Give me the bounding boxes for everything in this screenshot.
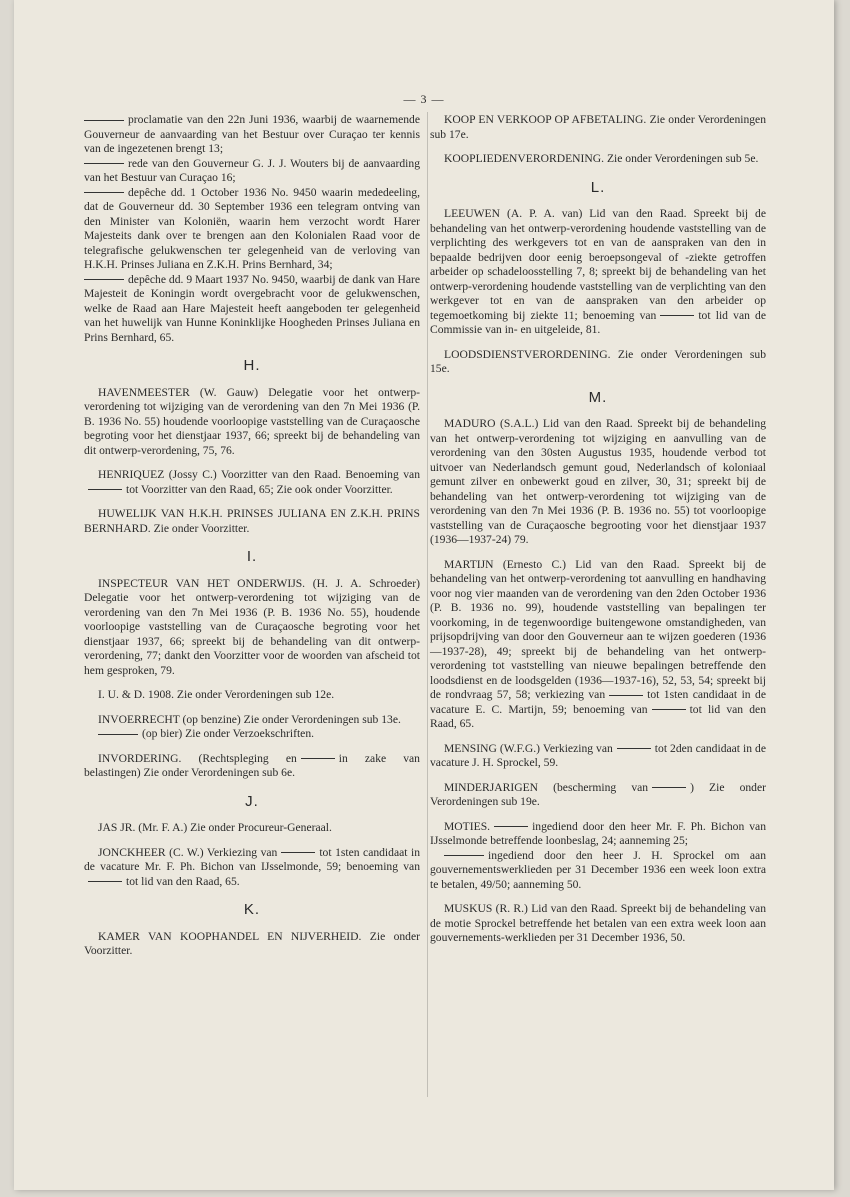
entry-jas: JAS JR. (Mr. F. A.) Zie onder Procureur-Generaal. xyxy=(98,821,332,834)
entry-loodsdienst: LOODSDIENSTVERORDENING. Zie onder Verordeningen sub 15e. xyxy=(430,347,766,375)
section-letter-m: M. xyxy=(588,388,608,406)
entry-text: in zake van belastingen) Zie onder Verordeningen sub 6e. xyxy=(84,751,420,779)
leader-dash xyxy=(84,120,124,121)
section-letter-l: L. xyxy=(590,178,606,196)
entry-invordering xyxy=(84,752,420,781)
entry-havenmeester: HAVENMEESTER (W. Gauw) Delegatie voor het ontwerp-verordening tot wijziging van de verordening van den 7n Mei 1936 (P. B. 1936 No. 55) houdende voorloopige vaststelling van de Curaçaosche begroting voor het dienstjaar 1937, 66; spreekt bij de behandeling van dit ontwerp-verordening, 75, 76. xyxy=(84,385,420,457)
dash xyxy=(660,315,694,316)
section-letter-k: K. xyxy=(243,901,261,918)
entry-maduro: MADURO (S.A.L.) Lid van den Raad. Spreekt bij de behandeling van het ontwerp-verordening tot wijziging en aanvulling van de verordening van den 30sten Augustus 1935, houdende verbod tot uitvoer van Nederlandsch gemunt goud, Nederlandsch of koloniaal gemunt zilver en onbewerkt goud en zilver, 30, 31; spreekt bij de behandeling van het ontwerp-verordening tot wijziging van de verordening van den 7n Mei 1936 (P. B. 1936 no. 55) tot voorloopige vaststelling van de Curaçaosche begrooting voor het dienstjaar 1937 (1936—1937-24) 79. xyxy=(430,417,766,546)
entry-jonckheer xyxy=(84,846,420,890)
leader-dash xyxy=(98,734,138,735)
dash xyxy=(609,695,643,696)
entry-kooplieden: KOOPLIEDENVERORDENING. Zie onder Verordeningen sub 5e. xyxy=(444,152,759,165)
entry-text: depêche dd. 9 Maart 1937 No. 9450, waarbij de dank van Hare Majesteit de Koningin wordt overgebracht voor de gelukwenschen, welke de Raad aan Hare Majesteit heeft aangeboden ter gelegenheid van het huwelijk van Hunne Koninklijke Hoogheden Prinses Juliana en Prins Bernhard, 65. xyxy=(84,272,420,344)
entry-leeuwen xyxy=(430,207,766,338)
entry-henriquez xyxy=(84,468,420,497)
entry-text: MARTIJN (Ernesto C.) Lid van den Raad. Spreekt bij de behandeling van het ontwerp-verordening tot aanvulling en handhaving voor nog vier maanden van de verordening van den 2den October 1936 (P. B. 1936 no. 99), houdende vaststelling van bepalingen ter voorkoming, in de tegenwoordige buitengewone omstandigheden, van prijsopdrijving van door den Gouverneur aan te wijzen goederen (1936—1937-28), 49; spreekt bij de behandeling van het ontwerp-verordening tot vaststelling van nieuwe bepalingen betreffende den loodsdienst en de loodsgelden (1936—1937-16), 52, 53, 54; spreekt bij de rondvraag 57, 58; verkiezing van xyxy=(430,557,766,701)
dash xyxy=(652,709,686,710)
dash xyxy=(494,826,528,827)
page-number: — 3 — xyxy=(403,92,445,106)
entry-proclamatie xyxy=(84,113,420,157)
entry-iud: I. U. & D. 1908. Zie onder Verordeningen sub 12e. xyxy=(98,688,335,701)
entry-text: MINDERJARIGEN (bescherming van xyxy=(444,780,649,794)
entry-muskus: MUSKUS (R. R.) Lid van den Raad. Spreekt bij de behandeling van de motie Sprockel betreffende het betalen van een extra week loon aan gouvernements-werklieden per 31 December 1936, 50. xyxy=(430,902,766,944)
entry-moties xyxy=(430,820,766,849)
entry-text: INVORDERING. (Rechtspleging en xyxy=(98,751,297,765)
entry-text: tot lid van den Raad, 65. xyxy=(126,874,240,888)
entry-text: MOTIES. xyxy=(444,819,491,833)
dash xyxy=(281,852,315,853)
dash xyxy=(301,758,335,759)
entry-text: tot 1sten candidaat in de vacature Mr. F. Ph. Bichon van IJsselmonde, 59; benoeming van xyxy=(84,845,420,873)
entry-text: rede van den Gouverneur G. J. J. Wouters bij de aanvaarding van het Bestuur van Curaçao 16; xyxy=(84,156,420,184)
entry-text: MENSING (W.F.G.) Verkiezing van xyxy=(444,741,613,755)
entry-text: ingediend door den heer Mr. F. Ph. Bichon van IJsselmonde betreffende loonbeslag, 24; aanneming 25; xyxy=(430,819,766,847)
entry-text: tot 2den candidaat in de vacature J. H. Sprockel, 59. xyxy=(430,741,766,769)
entry-invoerrecht-bier xyxy=(84,727,420,742)
leader-dash xyxy=(84,279,124,280)
entry-depeche-2 xyxy=(84,273,420,346)
entry-invoerrecht: INVOERRECHT (op benzine) Zie onder Verordeningen sub 13e. xyxy=(98,712,401,726)
entry-depeche-1 xyxy=(84,186,420,273)
entry-text: JONCKHEER (C. W.) Verkiezing van xyxy=(98,845,278,859)
entry-text: HENRIQUEZ (Jossy C.) Voorzitter van den Raad. Benoeming van xyxy=(98,468,420,481)
section-letter-h: H. xyxy=(243,357,261,374)
dash xyxy=(88,489,122,490)
leader-dash xyxy=(84,192,124,193)
left-column xyxy=(84,113,420,969)
entry-text: ingediend door den heer J. H. Sprockel om aan gouvernementswerklieden per 31 December 1936 een week loon extra te betalen, 49/50; aanneming 50. xyxy=(430,848,766,891)
entry-koop: KOOP EN VERKOOP OP AFBETALING. Zie onder Verordeningen sub 17e. xyxy=(430,113,766,141)
entry-moties-2 xyxy=(430,849,766,893)
section-letter-j: J. xyxy=(245,792,259,810)
document-page xyxy=(14,0,834,1190)
dash xyxy=(652,787,686,788)
dash xyxy=(88,881,122,882)
entry-rede xyxy=(84,157,420,186)
entry-kamer: KAMER VAN KOOPHANDEL EN NIJVERHEID. Zie onder Voorzitter. xyxy=(84,929,420,957)
entry-text: tot lid van de Commissie van in- en uitgeleide, 81. xyxy=(430,308,766,336)
entry-text: depêche dd. 1 October 1936 No. 9450 waarin mededeeling, dat de Gouverneur dd. 30 September 1936 een telegram ontving van den Minister van Koloniën, waarin hem verzocht wordt Harer Majesteits dank over te brengen aan den Kolonialen Raad voor de telegrafische gelukwenschen ter gelegenheid van de verloving van H.K.H. Prinses Juliana en Z.K.H. Prins Bernhard, 34; xyxy=(84,185,420,271)
right-column xyxy=(430,113,766,956)
entry-text: (op bier) Zie onder Verzoekschriften. xyxy=(142,727,315,740)
entry-text: ) Zie onder Verordeningen sub 19e. xyxy=(430,780,766,808)
entry-text: tot lid van den Raad, 65. xyxy=(430,702,766,730)
entry-minderjarigen xyxy=(430,781,766,810)
entry-text: LEEUWEN (A. P. A. van) Lid van den Raad. Spreekt bij de behandeling van het ontwerp-verordening houdende vaststelling van de verplichting des werkgevers tot en van de aanspraken van den in bepaalde bedrijven door eenig beroepsongeval of -ziekte getroffen arbeider op schadeloosstelling 7, 8; spreekt bij de behandeling van het ontwerp-verordening houdende vaststelling van de verplichting van den werkgever tot en van de aanspraken van den arbeider op tegemoetkoming bij ziekte 11; benoeming van xyxy=(430,207,766,322)
entry-text: tot 1sten candidaat in de vacature E. C. Martijn, 59; benoeming van xyxy=(430,688,766,716)
dash xyxy=(617,748,651,749)
section-letter-i: I. xyxy=(246,548,258,565)
entry-huwelijk: HUWELIJK VAN H.K.H. PRINSES JULIANA EN Z.K.H. PRINS BERNHARD. Zie onder Voorzitter. xyxy=(84,507,420,535)
entry-text: proclamatie van den 22n Juni 1936, waarbij de waarnemende Gouverneur de aanvaarding van het Bestuur over Curaçao ter kennis van de ingezetenen brengt 13; xyxy=(84,113,420,155)
column-divider xyxy=(427,112,428,1097)
entry-inspecteur: INSPECTEUR VAN HET ONDERWIJS. (H. J. A. Schroeder) Delegatie voor het ontwerp-verordening tot wijziging van de verordening van den 7n Mei 1936 (P. B. 1936 No. 55), houdende voorloopige vaststelling van de Curaçaosche begroting voor het dienstjaar 1937, 66; spreekt bij de behandeling van dit ontwerp-verordening, 77; dankt den Voorzitter voor de woorden van afscheid tot hem gesproken, 79. xyxy=(84,576,420,677)
entry-text: tot Voorzitter van den Raad, 65; Zie ook onder Voorzitter. xyxy=(126,482,393,496)
leader-dash xyxy=(84,163,124,164)
entry-mensing xyxy=(430,742,766,771)
leader-dash xyxy=(444,855,484,856)
entry-martijn xyxy=(430,558,766,732)
